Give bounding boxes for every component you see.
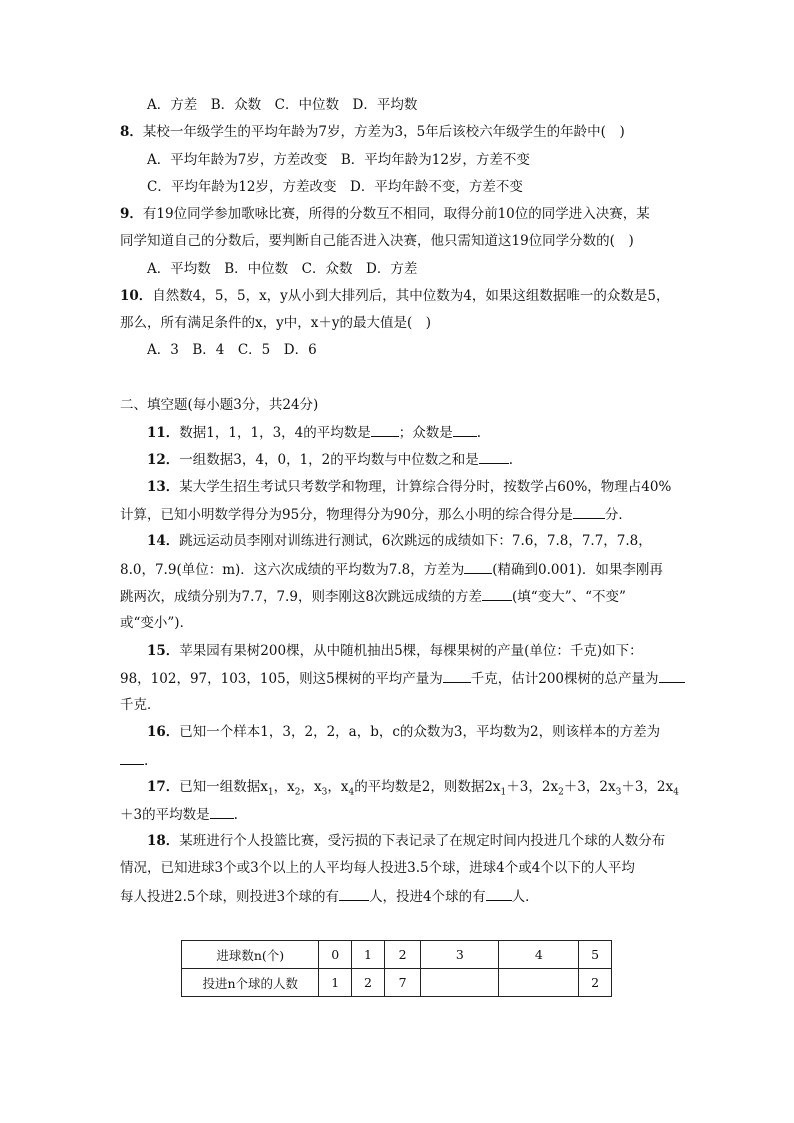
answer-blank[interactable] — [339, 886, 369, 901]
q14-line-2 — [120, 559, 663, 580]
subscript: 4 — [348, 787, 355, 798]
q17-text: ，x — [273, 779, 295, 795]
answer-blank[interactable] — [482, 586, 512, 601]
q14-number: 14． — [147, 533, 180, 549]
answer-blank[interactable] — [443, 668, 471, 683]
q15-line-3: 千克． — [120, 697, 161, 713]
question-9 — [120, 204, 650, 224]
q14-line-2b: (精确到0.001)．如果李刚再 — [492, 562, 663, 578]
table-cell-blank[interactable] — [499, 969, 579, 997]
q8-stem: 某校一年级学生的平均年龄为7岁，方差为3，5年后该校六年级学生的年龄中( ) — [142, 124, 625, 140]
answer-blank[interactable] — [120, 750, 144, 765]
q8-options-cd: C．平均年龄为12岁，方差改变 D．平均年龄不变，方差不变 — [147, 179, 523, 195]
q15-line-1: 苹果园有果树200棵，从中随机抽出5棵，每棵果树的产量(单位：千克)如下： — [179, 643, 643, 659]
q9-number: 9． — [120, 206, 143, 222]
q18-line-3c: 人． — [511, 889, 539, 905]
q18-line-1: 某班进行个人投篮比赛，受污损的下表记录了在规定时间内投进几个球的人数分布 — [179, 833, 666, 849]
q11-text-b: ；众数是 — [398, 425, 453, 441]
q18-line-3b: 人，投进4个球的有 — [369, 889, 486, 905]
q16-line-2-end: . — [144, 753, 149, 769]
table-cell: 1 — [319, 969, 352, 997]
q17-text: ＋3，2x — [621, 779, 674, 795]
q10-options: A．3 B．4 C．5 D．6 — [147, 342, 317, 358]
table-cell-blank[interactable] — [421, 969, 499, 997]
table-cell: 7 — [384, 969, 421, 997]
q16-number: 16． — [147, 724, 180, 740]
q18-line-2: 情况，已知进球3个或3个以上的人平均每人投进3.5个球，进球4个或4个以下的人平均 — [120, 860, 635, 876]
goals-table — [181, 940, 612, 997]
subscript: 1 — [267, 787, 274, 798]
answer-blank[interactable] — [464, 559, 492, 574]
table-row — [182, 941, 612, 969]
q13-line-1: 某大学生招生考试只考数学和物理，计算综合得分时，按数学占60%，物理占40% — [179, 479, 672, 495]
q13-line-2a: 计算，已知小明数学得分为95分，物理得分为90分，那么小明的综合得分是 — [120, 507, 573, 523]
table-cell: 4 — [499, 941, 579, 969]
table-header-cell: 进球数n(个) — [182, 941, 319, 969]
subscript: 3 — [615, 787, 622, 798]
table-cell: 3 — [421, 941, 499, 969]
q15-line-2 — [120, 668, 685, 689]
q17-text: ，x — [327, 779, 349, 795]
q11-text-a: 数据1，1，1，3，4的平均数是 — [179, 425, 371, 441]
q17-number: 17． — [147, 779, 180, 795]
table-cell: 2 — [384, 941, 421, 969]
q18-line-3a: 每人投进2.5个球，则投进3个球的有 — [120, 889, 340, 905]
q16-line-1: 已知一个样本1，3，2，2，a，b，c的众数为3，平均数为2，则该样本的方差为 — [179, 724, 661, 740]
q14-line-3 — [120, 586, 626, 607]
q14-line-4: 或“变小”)． — [120, 615, 194, 631]
q14-line-3a: 跳两次，成绩分别为7.7，7.9，则李刚这8次跳远成绩的方差 — [120, 589, 483, 605]
q17-text: 的平均数是2，则数据2x — [354, 779, 501, 795]
q17-line-2b: . — [233, 807, 238, 823]
section-title-fill-in: 二、填空题(每小题3分，共24分) — [120, 397, 319, 413]
q15-number: 15． — [147, 643, 180, 659]
question-8 — [120, 122, 625, 142]
q12-number: 12． — [147, 452, 180, 468]
q13-line-2 — [120, 504, 632, 525]
q9-options: A．平均数 B．中位数 C．众数 D．方差 — [147, 261, 418, 277]
q12-text-b: . — [508, 452, 514, 468]
q8-options-ab: A．平均年龄为7岁，方差改变 B．平均年龄为12岁，方差不变 — [147, 152, 530, 168]
q18-line-3 — [120, 886, 539, 907]
answer-blank[interactable] — [659, 668, 685, 683]
q14-line-2a: 8.0，7.9(单位：m)．这六次成绩的平均数为7.8，方差为 — [120, 562, 465, 578]
question-10 — [120, 286, 669, 306]
answer-blank[interactable] — [486, 886, 512, 901]
question-11 — [147, 422, 481, 443]
q12-text-a: 一组数据3，4，0，1，2的平均数与中位数之和是 — [179, 452, 479, 468]
question-18 — [147, 831, 665, 851]
table-cell: 1 — [352, 941, 385, 969]
q14-line-1: 跳远运动员李刚对训练进行测试，6次跳远的成绩如下：7.6，7.8，7.7，7.8， — [179, 533, 652, 549]
table-header-cell: 投进n个球的人数 — [182, 969, 319, 997]
q11-text-c: . — [476, 425, 482, 441]
q17-text: ，x — [300, 779, 322, 795]
q13-line-2b: 分． — [604, 507, 632, 523]
q17-text: ＋3，2x — [563, 779, 616, 795]
q17-line-2 — [120, 804, 238, 825]
q9-stem-2: 同学知道自己的分数后，要判断自己能否进入决赛，他只需知道这19位同学分数的( ) — [120, 233, 634, 249]
table-cell: 0 — [319, 941, 352, 969]
q14-line-3b: (填“变大”、“不变” — [512, 589, 626, 605]
subscript: 1 — [500, 787, 507, 798]
subscript: 3 — [321, 787, 328, 798]
question-17 — [147, 777, 679, 803]
q17-line-2a: ＋3的平均数是 — [120, 807, 210, 823]
table-row — [182, 969, 612, 997]
question-12 — [147, 449, 513, 470]
q17-text: ＋3，2x — [506, 779, 559, 795]
q8-number: 8． — [120, 124, 143, 140]
table-cell: 2 — [352, 969, 385, 997]
q17-text: 已知一组数据x — [179, 779, 268, 795]
table-cell: 5 — [579, 941, 612, 969]
question-13 — [147, 477, 671, 497]
q18-number: 18． — [147, 833, 180, 849]
q15-line-2b: 千克，估计200棵树的总产量为 — [470, 671, 659, 687]
q13-number: 13． — [147, 479, 180, 495]
q10-stem-1: 自然数4，5，5，x，y从小到大排列后，其中位数为4，如果这组数据唯一的众数是5， — [152, 288, 670, 304]
q9-stem-1: 有19位同学参加歌咏比赛，所得的分数互不相同，取得分前10位的同学进入决赛，某 — [142, 206, 650, 222]
question-14 — [147, 531, 652, 551]
q7-options: A．方差 B．众数 C．中位数 D．平均数 — [147, 97, 418, 113]
question-15 — [147, 641, 643, 661]
answer-blank[interactable] — [573, 504, 605, 519]
answer-blank[interactable] — [210, 804, 234, 819]
answer-blank[interactable] — [479, 449, 509, 464]
subscript: 2 — [294, 787, 301, 798]
subscript: 4 — [673, 787, 679, 798]
table-cell: 2 — [579, 969, 612, 997]
q10-stem-2: 那么，所有满足条件的x，y中，x＋y的最大值是( ) — [120, 315, 432, 331]
answer-blank[interactable] — [453, 422, 477, 437]
question-16 — [147, 722, 660, 742]
subscript: 2 — [558, 787, 564, 798]
q15-line-2a: 98，102，97，103，105，则这5棵树的平均产量为 — [120, 671, 443, 687]
answer-blank[interactable] — [371, 422, 399, 437]
q16-line-2 — [120, 750, 148, 771]
q10-number: 10． — [120, 288, 153, 304]
q11-number: 11． — [147, 425, 180, 441]
